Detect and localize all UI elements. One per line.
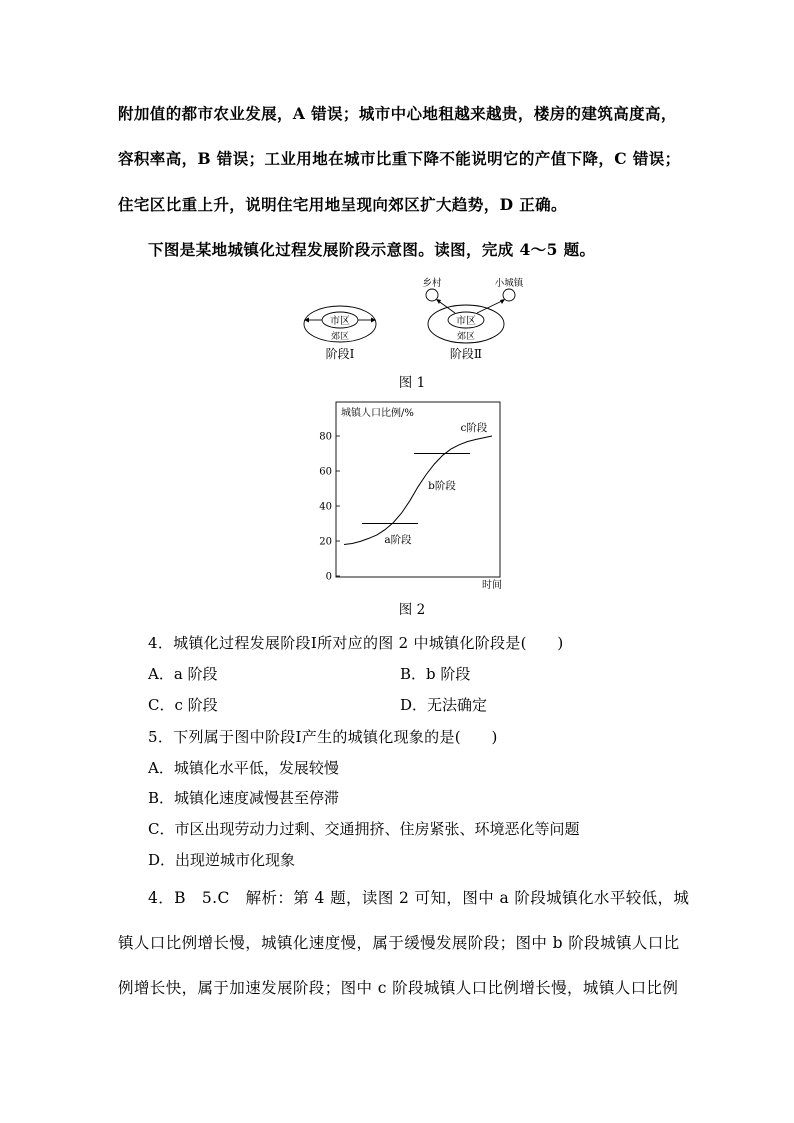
paragraph-line: 住宅区比重上升，说明住宅用地呈现向郊区扩大趋势，D 正确。	[118, 195, 567, 214]
stage-b-label: b阶段	[428, 480, 456, 492]
figure-1-caption: 图 1	[398, 375, 426, 391]
stage-c-label: c阶段	[460, 422, 488, 434]
urbanization-curve	[344, 436, 492, 545]
stage2-city-label: 市区	[456, 316, 476, 327]
stage1-suburb-label: 郊区	[330, 332, 350, 342]
stage1-city-ellipse	[322, 312, 358, 328]
question-5-option-b: B．城镇化速度减慢甚至停滞	[148, 789, 340, 807]
stage1-label: 阶段Ⅰ	[325, 347, 355, 361]
plot-frame	[336, 402, 500, 577]
town-label: 小城镇	[494, 278, 524, 289]
stage2-city-ellipse	[448, 312, 484, 328]
paragraph-line: 容积率高，B 错误；工业用地在城市比重下降不能说明它的产值下降，C 错误；	[118, 149, 681, 168]
answer-line: 4．B 5.C 解析：第 4 题，读图 2 可知，图中 a 阶段城镇化水平较低，城	[148, 889, 690, 907]
question-5-option-d: D．出现逆城市化现象	[148, 851, 296, 869]
y-tick-label: 80	[319, 431, 332, 443]
town-circle	[503, 289, 515, 301]
intro-line: 下图是某地城镇化过程发展阶段示意图。读图，完成 4～5 题。	[148, 240, 596, 259]
y-axis-label: 城镇人口比例/%	[341, 408, 414, 419]
question-4-option-a: A．a 阶段	[148, 665, 218, 683]
arrow-to-rural	[437, 300, 455, 313]
stage-a-label: a阶段	[384, 534, 412, 546]
answer-line: 镇人口比例增长慢，城镇化速度慢，属于缓慢发展阶段；图中 b 阶段城镇人口比	[118, 934, 680, 952]
x-axis-label: 时间	[482, 580, 502, 591]
stage1-city-label: 市区	[330, 316, 350, 327]
y-tick-label: 0	[325, 571, 332, 583]
rural-circle	[426, 289, 438, 301]
question-4-stem: 4．城镇化过程发展阶段Ⅰ所对应的图 2 中城镇化阶段是( )	[148, 634, 564, 652]
paragraph-line: 附加值的都市农业发展，A 错误；城市中心地租越来越贵，楼房的建筑高度高，	[118, 104, 677, 123]
stage2-suburb-label: 郊区	[456, 332, 476, 342]
question-5-stem: 5．下列属于图中阶段Ⅰ产生的城镇化现象的是( )	[148, 728, 498, 746]
stage2-label: 阶段Ⅱ	[449, 347, 483, 361]
question-4-option-c: C．c 阶段	[148, 696, 218, 714]
figure-2-caption: 图 2	[398, 602, 426, 618]
answer-line: 例增长快，属于加速发展阶段；图中 c 阶段城镇人口比例增长慢，城镇人口比例	[118, 979, 679, 997]
question-5-option-a: A．城镇化水平低，发展较慢	[148, 759, 339, 777]
stage1-suburb-ellipse	[304, 306, 376, 342]
arrow-to-town	[477, 300, 504, 313]
stage2-suburb-ellipse	[428, 305, 504, 343]
y-tick-label: 20	[319, 536, 332, 548]
question-4-option-b: B．b 阶段	[400, 665, 471, 683]
question-5-option-c: C．市区出现劳动力过剩、交通拥挤、住房紧张、环境恶化等问题	[148, 820, 580, 838]
question-4-option-d: D．无法确定	[400, 696, 488, 714]
y-tick-label: 60	[319, 466, 332, 478]
y-tick-label: 40	[319, 501, 332, 513]
rural-label: 乡村	[422, 278, 442, 289]
